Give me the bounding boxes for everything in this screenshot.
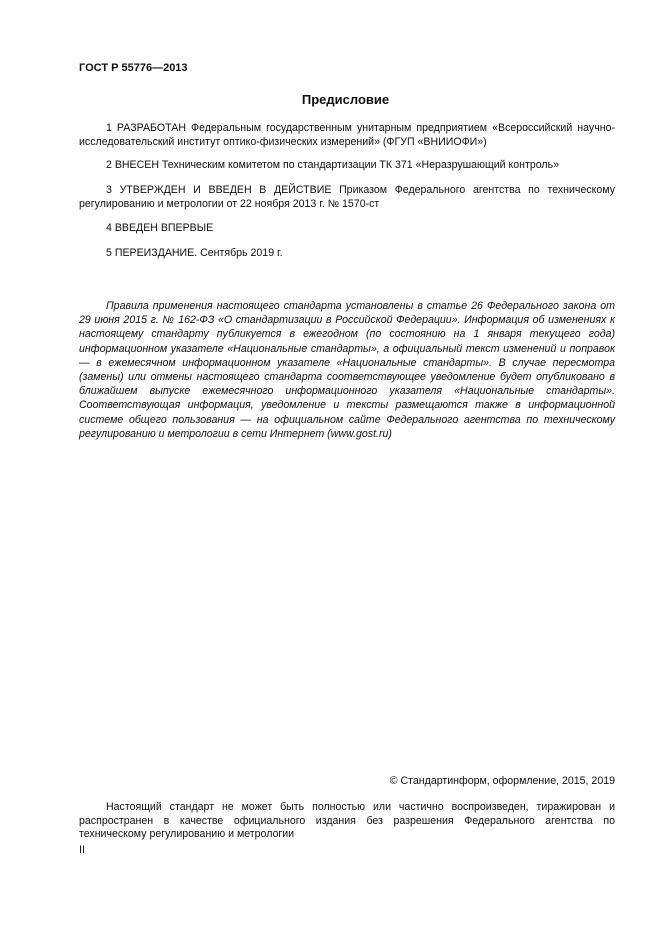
preface-item-text: 5 ПЕРЕИЗДАНИЕ. Сентябрь 2019 г. [106,247,283,259]
copyright-line: © Стандартинформ, оформление, 2015, 2019 [389,775,615,787]
preface-item-text: 3 УТВЕРЖДЕН И ВВЕДЕН В ДЕЙСТВИЕ Приказом Федерального агентства по техническому регулированию и метрологии от 22 ноября 2013 г. № 1570-ст [79,184,615,210]
page-title: Предисловие [301,92,390,107]
preface-item-text: 2 ВНЕСЕН Техническим комитетом по стандартизации ТК 371 «Неразрушающий контроль» [106,159,559,171]
preface-item-3 [79,184,615,211]
application-rules-note [79,299,615,441]
document-code: ГОСТ Р 55776—2013 [79,62,188,74]
page-number: II [79,844,85,856]
preface-item-text: 1 РАЗРАБОТАН Федеральным государственным унитарным предприятием «Всероссийский научно-исследовательский институт оптико-физических измерений» (ФГУП «ВНИИОФИ») [79,122,615,148]
preface-item-4 [79,222,615,236]
preface-item-1 [79,122,615,149]
reproduction-notice [79,801,615,842]
preface-item-5 [79,247,615,261]
notice-text: Настоящий стандарт не может быть полностью или частично воспроизведен, тиражирован и распространен в качестве официального издания без разрешения Федерального агентства по техническому регулированию и метрологии [79,801,615,841]
preface-item-2 [79,159,615,173]
note-text: Правила применения настоящего стандарта установлены в статье 26 Федерального закона от 29 июня 2015 г. № 162-ФЗ «О стандартизации в Российской Федерации». Информация об изменениях к настоящему стандарту публикуется в ежегодном (по состоянию на 1 января текущего года) информационном указателе «Национальные стандарты», а официальный текст изменений и поправок — в ежемесячном информационном указателе «Национальные стандарты». В случае пересмотра (замены) или отмены настоящего стандарта соответствующее уведомление будет опубликовано в ближайшем выпуске ежемесячного информационного указателя «Национальные стандарты». Соответствующая информация, уведомление и тексты размещаются также в информационной системе общего пользования — на официальном сайте Федерального агентства по техническому регулированию и метрологии в сети Интернет (www.gost.ru) [79,300,615,440]
preface-item-text: 4 ВВЕДЕН ВПЕРВЫЕ [106,222,214,234]
